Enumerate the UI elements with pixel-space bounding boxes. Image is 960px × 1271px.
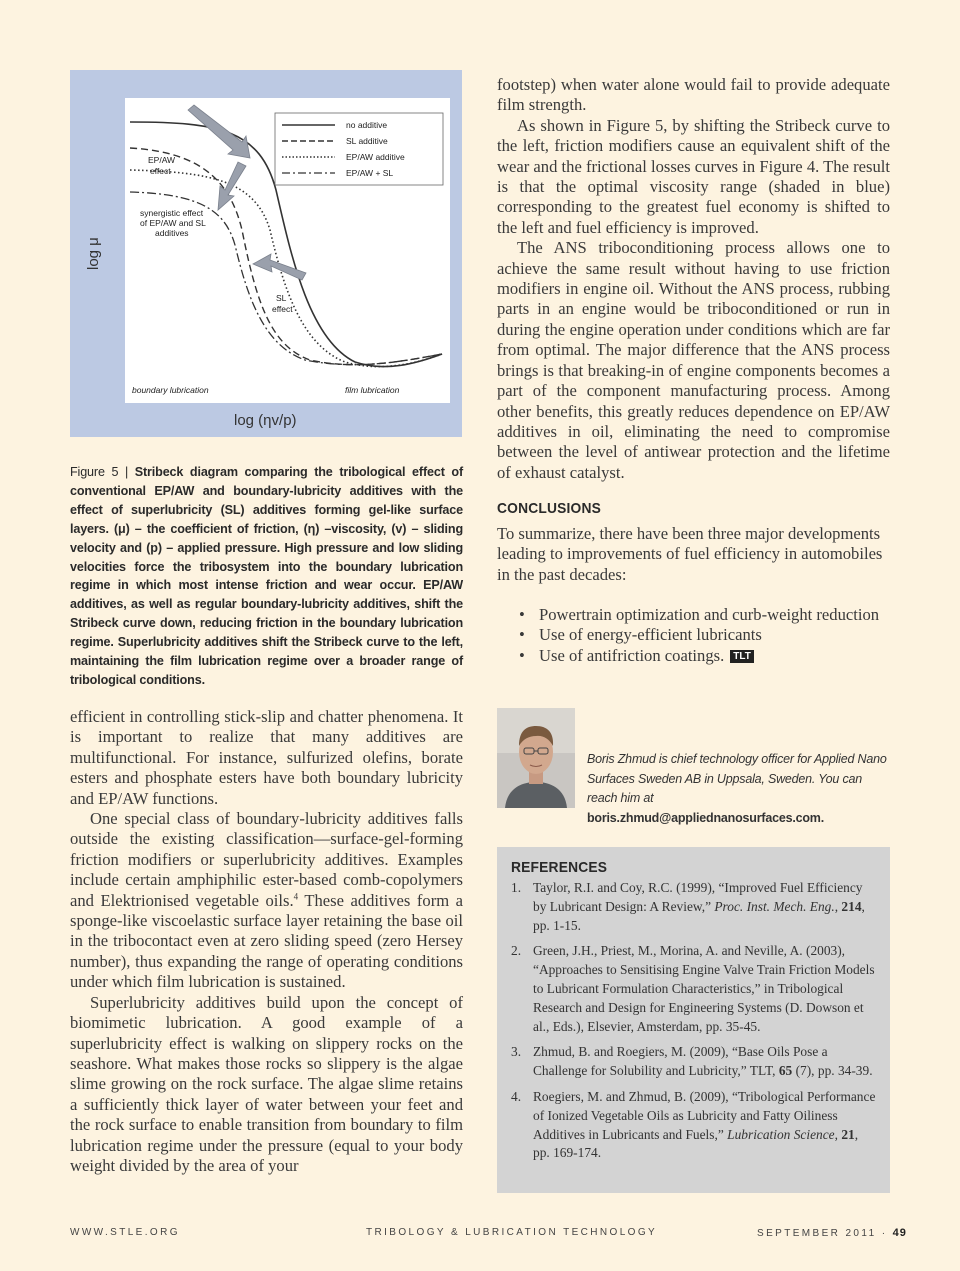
reference-text: Zhmud, B. and Roegiers, M. (2009), “Base Oils Pose a Challenge for Solubility and Lubricity,” TLT, (533, 1044, 828, 1079)
reference-sep: , (834, 898, 842, 914)
author-photo (497, 708, 575, 808)
reference-number: 2. (511, 943, 522, 959)
caption-label: Figure 5 | (70, 465, 135, 479)
body-paragraph: Superlubricity additives build upon the concept of biomimetic lubrication. A good example of a superlubricity effect is walking on slippery rocks on the seashore. What makes those rocks so slippery is the algae slime growing on the rock surface. The algae slime retains a sufficiently thick layer of water between your feet and the rock surface to enable transition from boundary to film lubrication regime under the pressure (equal to your body weight divided by the area of your (70, 992, 463, 1175)
reference-text: Green, J.H., Priest, M., Morina, A. and Neville, A. (2003), “Approaches to Sensitising Engine Valve Train Friction Models to Lubricant Formulation Characteristics,” in Tribological Research and Design for Engineering Systems (D. Dowson et al., Eds.), Elsevier, Amsterdam, pp. 35-45. (533, 943, 875, 1034)
footer-url[interactable]: WWW.STLE.ORG (70, 1227, 180, 1238)
reference-text: Roegiers, M. and Zhmud, B. (2009), “Tribological Performance of Ionized Vegetable Oils as Lubricity and Fatty Oiliness Additives in Lubricants and Fuels,” (533, 1088, 876, 1142)
list-item (497, 605, 890, 625)
references-box (497, 847, 890, 1193)
list-item-text: Use of energy-efficient lubricants (539, 625, 762, 645)
annotation-synergy: additives (155, 228, 189, 238)
bullet-icon: • (519, 605, 525, 624)
references-list (497, 879, 877, 1170)
reference-number: 4. (511, 1088, 522, 1104)
reference-number: 3. (511, 1044, 522, 1060)
footer-date (757, 1227, 907, 1239)
footnote-ref: 4 (293, 891, 299, 902)
conclusions-list (497, 605, 890, 666)
list-item-text: Powertrain optimization and curb-weight reduction (539, 605, 880, 624)
stribeck-diagram (70, 70, 462, 437)
tlt-end-mark: TLT (730, 650, 754, 663)
annotation-film: film lubrication (345, 385, 400, 395)
reference-number: 1. (511, 880, 522, 895)
x-axis-label: log (ηv/p) (234, 412, 297, 429)
list-item-text: Use of antifriction coatings. (539, 645, 725, 665)
annotation-sl: SL (276, 293, 287, 303)
legend-label: EP/AW additive (346, 152, 405, 162)
page-number: 49 (892, 1227, 907, 1239)
conclusions-paragraph: To summarize, there have been three major developments leading to improvements of fuel efficiency in automobiles in the past decades: (497, 524, 883, 584)
figure-caption (70, 463, 463, 690)
annotation-synergy: synergistic effect (140, 208, 204, 218)
reference-journal: Lubrication Science (727, 1126, 835, 1142)
footer-date-text: SEPTEMBER 2011 · (757, 1228, 888, 1239)
body-paragraph: As shown in Figure 5, by shifting the Stribeck curve to the left, friction modifiers cause an equivalent shift of the wear and the frictional losses curves in Figure 4. The result is that the optimal viscosity range (shaded in blue) corresponding to the greatest fuel economy is shifted to the left and fuel efficiency is improved. (497, 115, 890, 237)
right-column-body (497, 75, 890, 483)
list-item (497, 646, 890, 666)
annotation-boundary: boundary lubrication (132, 385, 209, 395)
annotation-synergy: of EP/AW and SL (140, 218, 206, 228)
footer-publication: TRIBOLOGY & LUBRICATION TECHNOLOGY (366, 1227, 658, 1238)
reference-sep: , (834, 1126, 842, 1142)
body-paragraph: efficient in controlling stick-slip and chatter phenomena. It is important to realize that many additives are multifunctional. For instance, sulfurized olefins, borate esters and phosphate esters have both boundary lubricity and EP/AW functions. (70, 707, 463, 808)
reference-volume: 214 (841, 898, 862, 914)
reference-pages: , pp. 169-174. (533, 1126, 859, 1161)
body-paragraph: The ANS triboconditioning process allows one to achieve the same result without having to use friction modifiers in engine oil. Without the ANS process, rubbing parts in an engine would be triboconditioned or run in during the engine operation under conditions which are far from optimal. The major difference that the ANS process brings is that breaking-in of engine components becomes a part of the component manufacturing process. Among other benefits, this greatly reduces dependence on EP/AW additives in oil, eliminating the need to compromise between the level of antiwear protection and the lifetime of exhaust catalyst. (497, 238, 890, 482)
legend-label: no additive (346, 120, 388, 130)
reference-pages: (7), pp. 34-39. (792, 1063, 873, 1079)
legend-label: SL additive (346, 136, 388, 146)
conclusions-heading: CONCLUSIONS (497, 500, 602, 517)
author-bio-text: Boris Zhmud is chief technology officer for Applied Nano Surfaces Sweden AB in Uppsala, Sweden. You can reach him at (587, 752, 887, 805)
reference-item (497, 1088, 877, 1163)
reference-item (497, 879, 877, 935)
reference-item (497, 942, 877, 1036)
reference-volume: 65 (778, 1063, 793, 1079)
conclusions-body (497, 524, 890, 585)
reference-journal: Proc. Inst. Mech. Eng. (714, 898, 835, 914)
paragraph-text: One special class of boundary-lubricity additives falls outside the existing classification—surface-gel-forming friction modifiers or superlubricity additives. Examples include certain amphiphilic ester-based comb-copolymers and Elektrionised vegetable oils. (70, 809, 463, 910)
author-portrait-icon (497, 708, 575, 808)
reference-volume: 21 (841, 1126, 855, 1142)
author-email-link[interactable]: boris.zhmud@appliednanosurfaces.com. (587, 810, 824, 825)
body-paragraph (70, 809, 463, 993)
body-paragraph: footstep) when water alone would fail to provide adequate film strength. (497, 75, 890, 115)
references-heading: REFERENCES (511, 859, 608, 876)
annotation-ep-aw: effect (150, 166, 171, 176)
reference-item (497, 1043, 877, 1081)
legend-label: EP/AW + SL (346, 168, 394, 178)
paragraph-text: These additives form a sponge-like viscoelastic surface layer retaining the base oil in the tribocontact even at zero sliding speed (zero Hersey number), thus expanding the range of operating conditions under which film lubrication is sustained. (70, 890, 463, 992)
reference-pages: , pp. 1-15. (533, 898, 865, 933)
author-bio (587, 750, 892, 828)
left-column-body (70, 707, 463, 1176)
annotation-ep-aw: EP/AW (148, 155, 176, 165)
annotation-sl: effect (272, 304, 293, 314)
stribeck-figure (70, 70, 462, 437)
reference-text: Taylor, R.I. and Coy, R.C. (1999), “Improved Fuel Efficiency by Lubricant Design: A Review,” (533, 880, 863, 914)
caption-text: Stribeck diagram comparing the tribological effect of conventional EP/AW and boundary-lubricity additives with the effect of superlubricity (SL) additives forming gel-like surface layers. (μ) – the coefficient of friction, (η) –viscosity, (v) – sliding velocity and (p) – applied pressure. High pressure and low sliding velocities force the tribosystem into the boundary lubrication regime in which most intense friction and wear occur. EP/AW additives, as well as regular boundary-lubricity additives, shift the Stribeck curve down, reducing friction in the boundary lubrication regime. Superlubricity additives shift the Stribeck curve to the left, maintaining the film lubrication regime over a broader range of tribological conditions. (70, 465, 463, 687)
bullet-icon: • (519, 625, 525, 645)
list-item (497, 625, 890, 645)
y-axis-label: log μ (85, 237, 102, 270)
conclusions-section (497, 500, 610, 517)
bullet-icon: • (519, 645, 525, 665)
